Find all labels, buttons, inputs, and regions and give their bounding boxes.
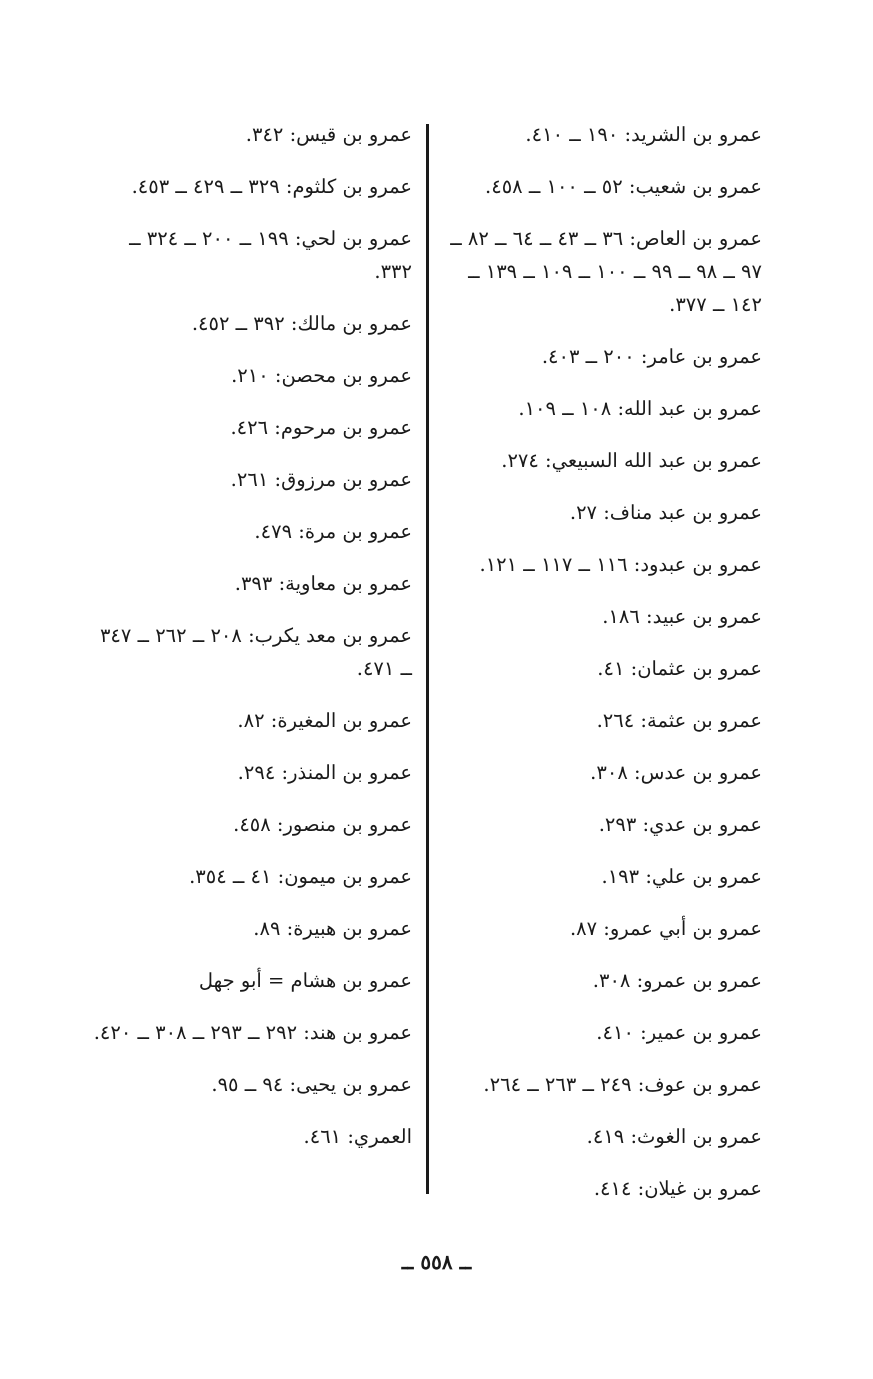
index-entry: عمرو بن عبيد: ١٨٦. <box>602 605 762 628</box>
index-entry: عمرو بن هشام = أبو جهل <box>198 969 412 992</box>
index-entry: عمرو بن عامر: ٢٠٠ ــ ٤٠٣. <box>541 345 762 368</box>
index-entry: عمرو بن غيلان: ٤١٤. <box>593 1177 762 1200</box>
column-divider <box>426 124 429 1194</box>
index-entry: عمرو بن هبيرة: ٨٩. <box>253 917 412 940</box>
index-entry: عمرو بن عدي: ٢٩٣. <box>598 813 762 836</box>
index-entry: عمرو بن محصن: ٢١٠. <box>231 364 412 387</box>
index-entry: عمرو بن المغيرة: ٨٢. <box>237 709 412 732</box>
index-entry: عمرو بن عبد الله السبيعي: ٢٧٤. <box>501 449 762 472</box>
index-entry: عمرو بن عمرو: ٣٠٨. <box>592 969 762 992</box>
index-entry: عمرو بن شعيب: ٥٢ ــ ١٠٠ ــ ٤٥٨. <box>485 175 762 198</box>
index-entry: العمري: ٤٦١. <box>303 1125 412 1148</box>
index-entry: عمرو بن ميمون: ٤١ ــ ٣٥٤. <box>189 865 412 888</box>
index-entry: عمرو بن المنذر: ٢٩٤. <box>237 761 412 784</box>
index-entry: عمرو بن عبد الله: ١٠٨ ــ ١٠٩. <box>518 397 762 420</box>
index-column-right <box>440 118 762 1224</box>
index-entry: عمرو بن كلثوم: ٣٢٩ ــ ٤٢٩ ــ ٤٥٣. <box>131 175 412 198</box>
index-entry: عمرو بن معاوية: ٣٩٣. <box>234 572 412 595</box>
index-column-left <box>92 118 412 1172</box>
index-entry: عمرو بن يحيى: ٩٤ ــ ٩٥. <box>211 1073 412 1096</box>
index-entry: عمرو بن علي: ١٩٣. <box>601 865 762 888</box>
index-entry: عمرو بن مرزوق: ٢٦١. <box>230 468 412 491</box>
index-entry: عمرو بن عبدود: ١١٦ ــ ١١٧ ــ ١٢١. <box>479 553 762 576</box>
index-entry: عمرو بن عثمان: ٤١. <box>597 657 762 680</box>
index-entry: عمرو بن العاص: ٣٦ ــ ٤٣ ــ ٦٤ ــ ٨٢ ــ ٩٧ ــ ٩٨ ــ ٩٩ ــ ١٠٠ ــ ١٠٩ ــ ١٣٩ ــ ١٤٢ ــ ٣٧٧. <box>450 227 762 316</box>
index-entry: عمرو بن منصور: ٤٥٨. <box>233 813 412 836</box>
index-entry: عمرو بن الغوث: ٤١٩. <box>586 1125 762 1148</box>
index-entry: عمرو بن الشريد: ١٩٠ ــ ٤١٠. <box>525 123 762 146</box>
index-entry: عمرو بن مرحوم: ٤٢٦. <box>230 416 412 439</box>
index-entry: عمرو بن عدس: ٣٠٨. <box>590 761 762 784</box>
index-entry: عمرو بن عوف: ٢٤٩ ــ ٢٦٣ ــ ٢٦٤. <box>483 1073 762 1096</box>
index-entry: عمرو بن عثمة: ٢٦٤. <box>596 709 762 732</box>
index-entry: عمرو بن قيس: ٣٤٢. <box>245 123 412 146</box>
index-entry: عمرو بن مرة: ٤٧٩. <box>254 520 412 543</box>
index-entry: عمرو بن مالك: ٣٩٢ ــ ٤٥٢. <box>191 312 412 335</box>
index-entry: عمرو بن لحي: ١٩٩ ــ ٢٠٠ ــ ٣٢٤ ــ ٣٣٢. <box>129 227 412 283</box>
index-entry: عمرو بن هند: ٢٩٢ ــ ٢٩٣ ــ ٣٠٨ ــ ٤٢٠. <box>93 1021 412 1044</box>
index-entry: عمرو بن معد يكرب: ٢٠٨ ــ ٢٦٢ ــ ٣٤٧ ــ ٤٧١. <box>99 624 412 680</box>
index-entry: عمرو بن عبد مناف: ٢٧. <box>569 501 762 524</box>
index-entry: عمرو بن عمير: ٤١٠. <box>596 1021 762 1044</box>
page-number: ــ ٥٥٨ ــ <box>401 1250 472 1274</box>
index-entry: عمرو بن أبي عمرو: ٨٧. <box>569 917 762 940</box>
